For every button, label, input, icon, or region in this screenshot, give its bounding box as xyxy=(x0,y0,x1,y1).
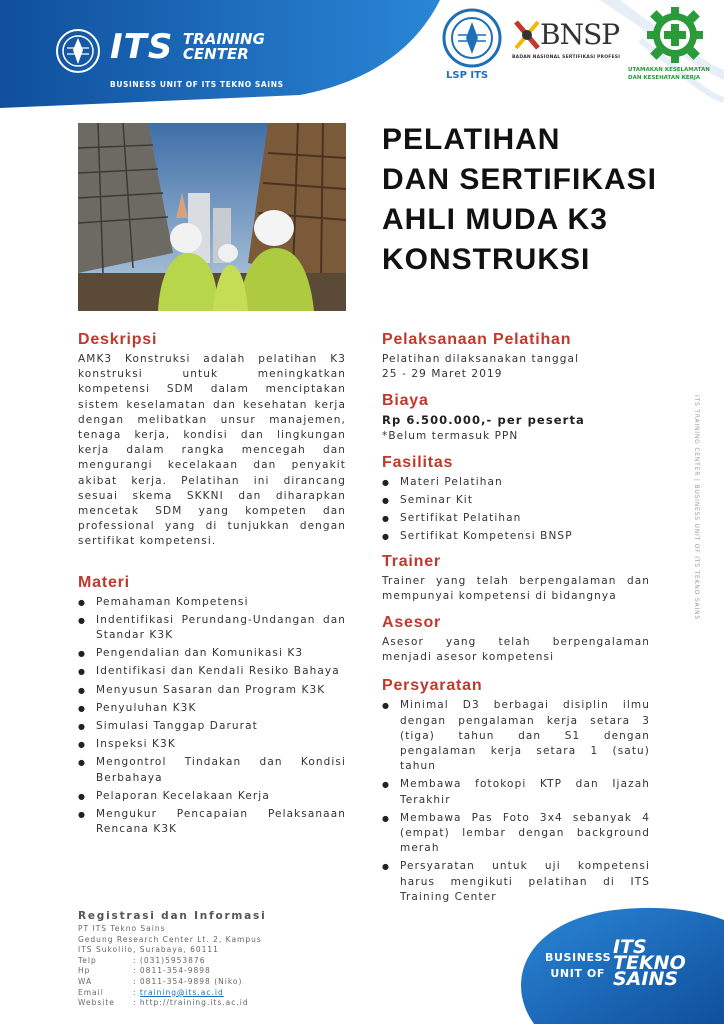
bnsp-wordmark: BNSP xyxy=(540,18,620,51)
materi-list xyxy=(78,595,346,838)
lsp-label: LSP ITS xyxy=(446,70,489,81)
wa-row xyxy=(78,977,378,988)
org-name: PT ITS Tekno Sains xyxy=(78,924,166,933)
bnsp-subtitle: BADAN NASIONAL SERTIFIKASI PROFESI xyxy=(512,55,621,60)
hero-photo xyxy=(78,123,346,311)
fasilitas-section xyxy=(382,454,650,545)
pelaksanaan-line1: Pelatihan dilaksanakan tanggal xyxy=(382,353,580,365)
brand-center: CENTER xyxy=(182,45,249,63)
biaya-heading: Biaya xyxy=(382,392,429,410)
page-title xyxy=(382,120,702,280)
email-separator: : xyxy=(133,987,140,997)
list-item: ● Identifikasi dan Kendali Resiko Bahaya xyxy=(78,664,346,679)
footer-its-line1: ITS xyxy=(613,936,647,958)
footer-business-unit xyxy=(545,950,612,982)
email-link[interactable]: training@its.ac.id xyxy=(139,987,224,997)
brand-training: TRAINING xyxy=(182,30,265,48)
persyaratan-list xyxy=(382,698,650,905)
k3-subtitle-line1: UTAMAKAN KESELAMATAN xyxy=(628,67,710,73)
footer-its-tekno-sains xyxy=(613,936,686,990)
trainer-section xyxy=(382,553,650,604)
list-item: ● Membawa Pas Foto 3x4 sebanyak 4 (empat) lembar dengan background merah xyxy=(382,811,650,857)
list-item: ● Simulasi Tanggap Darurat xyxy=(78,719,346,734)
website-label: Website xyxy=(78,998,115,1008)
pelaksanaan-section xyxy=(382,331,650,382)
telp-value: : (031)5953876 xyxy=(133,955,206,965)
deskripsi-section xyxy=(78,331,346,550)
list-item: ● Seminar Kit xyxy=(382,493,650,508)
list-item: ● Membawa fotokopi KTP dan Ijazah Terakhir xyxy=(382,777,650,807)
footer-its-line2: TEKNO xyxy=(613,952,686,974)
hp-value: : 0811-354-9898 xyxy=(133,966,211,976)
its-emblem-icon xyxy=(55,28,101,74)
list-item: ● Inspeksi K3K xyxy=(78,737,346,752)
side-vertical-text xyxy=(690,395,704,635)
side-text: ITS TRAINING CENTER | BUSINESS UNIT OF ITS TEKNO SAINS xyxy=(693,395,700,620)
k3-subtitle-line2: DAN KESEHATAN KERJA xyxy=(628,75,701,81)
email-label: Email xyxy=(78,987,104,997)
wa-label: WA xyxy=(78,976,93,986)
address-line2: ITS Sukolilo, Surabaya, 60111 xyxy=(78,945,219,955)
biaya-note: *Belum termasuk PPN xyxy=(382,429,519,442)
list-item: ● Indentifikasi Perundang-Undangan dan Standar K3K xyxy=(78,613,346,643)
fasilitas-heading: Fasilitas xyxy=(382,453,454,471)
materi-section xyxy=(78,574,346,838)
brand-its: ITS xyxy=(110,27,174,67)
email-row xyxy=(78,988,378,999)
footer-bu-line1: BUSINESS xyxy=(545,951,612,964)
k3-subtitle xyxy=(628,66,724,82)
telp-row xyxy=(78,956,378,967)
lsp-emblem-icon xyxy=(440,8,504,70)
list-item: ● Menyusun Sasaran dan Program K3K xyxy=(78,683,346,698)
title-line-1: PELATIHAN xyxy=(382,123,561,156)
trainer-heading: Trainer xyxy=(382,552,441,570)
title-line-4: KONSTRUKSI xyxy=(382,243,591,276)
bnsp-emblem-icon xyxy=(512,18,542,52)
list-item: ● Penyuluhan K3K xyxy=(78,701,346,716)
k3-logo xyxy=(644,4,706,70)
k3-gear-cross-icon xyxy=(644,4,706,66)
list-item: ● Pengendalian dan Komunikasi K3 xyxy=(78,646,346,661)
brand-subtitle: BUSINESS UNIT OF ITS TEKNO SAINS xyxy=(110,80,284,89)
list-item: ● Minimal D3 berbagai disiplin ilmu dengan pengalaman kerja setara 3 (tiga) tahun dan S1 dengan pengalaman kerja setara 1 (satu) tahun xyxy=(382,698,650,774)
list-item: ● Materi Pelatihan xyxy=(382,475,650,490)
address-line1: Gedung Research Center Lt. 2, Kampus xyxy=(78,934,262,944)
list-item: ● Mengukur Pencapaian Pelaksanaan Rencana K3K xyxy=(78,807,346,837)
bnsp-logo xyxy=(512,18,542,56)
telp-label: Telp xyxy=(78,955,97,965)
title-line-3: AHLI MUDA K3 xyxy=(382,203,608,236)
right-column xyxy=(382,331,650,908)
pelaksanaan-heading: Pelaksanaan Pelatihan xyxy=(382,331,572,348)
list-item: ● Persyaratan untuk uji kompetensi harus mengikuti pelatihan di ITS Training Center xyxy=(382,859,650,905)
biaya-price: Rp 6.500.000,- per peserta xyxy=(382,413,585,428)
footer-its-line3: SAINS xyxy=(613,968,679,990)
brand-wordmark xyxy=(110,27,265,67)
persyaratan-section xyxy=(382,677,650,905)
list-item: ● Pemahaman Kompetensi xyxy=(78,595,346,610)
left-column xyxy=(78,331,346,840)
biaya-section xyxy=(382,392,650,443)
registration-heading: Registrasi dan Informasi xyxy=(78,910,267,922)
footer-bu-line2: UNIT OF xyxy=(550,967,605,980)
persyaratan-heading: Persyaratan xyxy=(382,677,483,695)
registration-block xyxy=(78,910,378,1009)
website-value: : http://training.its.ac.id xyxy=(133,998,249,1008)
website-row xyxy=(78,998,378,1009)
deskripsi-heading: Deskripsi xyxy=(78,331,158,348)
title-line-2: DAN SERTIFIKASI xyxy=(382,163,658,196)
asesor-body: Asesor yang telah berpengalaman menjadi asesor kompetensi xyxy=(382,636,650,664)
asesor-section xyxy=(382,614,650,665)
fasilitas-list xyxy=(382,475,650,545)
list-item: ● Sertifikat Kompetensi BNSP xyxy=(382,529,650,544)
pelaksanaan-date: 25 - 29 Maret 2019 xyxy=(382,368,503,381)
deskripsi-body: AMK3 Konstruksi adalah pelatihan K3 konstruksi untuk meningkatkan kompetensi SDM dalam menciptakan sistem keselamatan dan kesehatan kerja dengan melibatkan unsur manajemen, tenaga kerja, kondisi dan lingkungan kerja dalam rangka mencegah dan mengurangi kecelakaan dan penyakit akibat kerja. Pelatihan ini dirancang sesuai skema SKKNI dan diharapkan mencetak SDM yang kompeten dan professional yang di tunjukkan dengan sertifikat kompetensi. xyxy=(78,353,346,548)
list-item: ● Pelaporan Kecelakaan Kerja xyxy=(78,789,346,804)
hp-label: Hp xyxy=(78,966,91,976)
materi-heading: Materi xyxy=(78,573,130,591)
list-item: ● Mengontrol Tindakan dan Kondisi Berbahaya xyxy=(78,755,346,785)
trainer-body: Trainer yang telah berpengalaman dan mempunyai kompetensi di bidangnya xyxy=(382,574,650,602)
wa-value: : 0811-354-9898 (Niko) xyxy=(133,976,243,986)
list-item: ● Sertifikat Pelatihan xyxy=(382,511,650,526)
asesor-heading: Asesor xyxy=(382,614,442,632)
hp-row xyxy=(78,966,378,977)
